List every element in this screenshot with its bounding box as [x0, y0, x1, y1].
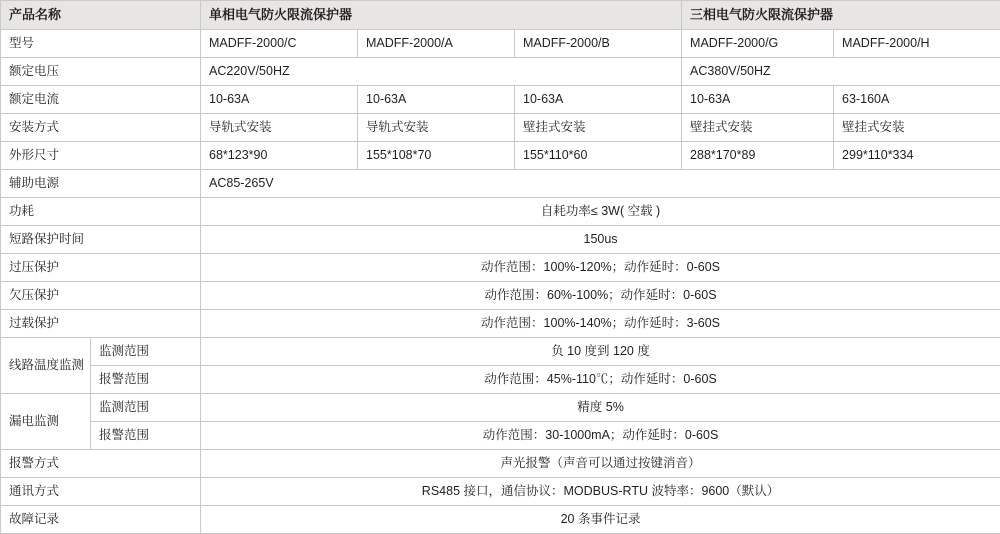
temp-monitor-sublabel-range: 监测范围	[91, 338, 201, 366]
row-label-over-voltage: 过压保护	[1, 254, 201, 282]
install-5: 壁挂式安装	[834, 114, 1000, 142]
row-label-aux-power: 辅助电源	[1, 170, 201, 198]
dimension-2: 155*108*70	[358, 142, 515, 170]
table-row-temp-monitor-range	[1, 338, 1000, 366]
header-product-name: 产品名称	[1, 1, 201, 30]
header-three-phase: 三相电气防火限流保护器	[682, 1, 1000, 30]
table-row-overload	[1, 310, 1000, 338]
rated-current-2: 10-63A	[358, 86, 515, 114]
table-header-row	[1, 1, 1000, 30]
table-row-alarm-mode	[1, 450, 1000, 478]
power-consumption-value: 自耗功率≤ 3W( 空载 )	[201, 198, 1000, 226]
rated-voltage-three: AC380V/50HZ	[682, 58, 1000, 86]
install-1: 导轨式安装	[201, 114, 358, 142]
table-row-short-circuit-time	[1, 226, 1000, 254]
table-row-temp-monitor-alarm	[1, 366, 1000, 394]
row-label-comm-mode: 通讯方式	[1, 478, 201, 506]
leakage-monitor-sublabel-range: 监测范围	[91, 394, 201, 422]
model-value-a: MADFF-2000/A	[358, 30, 515, 58]
row-label-model: 型号	[1, 30, 201, 58]
model-value-g: MADFF-2000/G	[682, 30, 834, 58]
row-label-dimension: 外形尺寸	[1, 142, 201, 170]
row-label-temp-monitor: 线路温度监测	[1, 338, 91, 394]
aux-power-value: AC85-265V	[201, 170, 1000, 198]
row-label-short-circuit-time: 短路保护时间	[1, 226, 201, 254]
model-value-c: MADFF-2000/C	[201, 30, 358, 58]
table-row-rated-voltage	[1, 58, 1000, 86]
alarm-mode-value: 声光报警（声音可以通过按键消音）	[201, 450, 1000, 478]
dimension-1: 68*123*90	[201, 142, 358, 170]
row-label-fault-record: 故障记录	[1, 506, 201, 534]
overload-value: 动作范围：100%-140%；动作延时：3-60S	[201, 310, 1000, 338]
table-row-over-voltage	[1, 254, 1000, 282]
install-2: 导轨式安装	[358, 114, 515, 142]
rated-current-5: 63-160A	[834, 86, 1000, 114]
dimension-3: 155*110*60	[515, 142, 682, 170]
rated-current-1: 10-63A	[201, 86, 358, 114]
row-label-alarm-mode: 报警方式	[1, 450, 201, 478]
install-4: 壁挂式安装	[682, 114, 834, 142]
table-row-dimension	[1, 142, 1000, 170]
row-label-install: 安装方式	[1, 114, 201, 142]
rated-current-3: 10-63A	[515, 86, 682, 114]
table-row-aux-power	[1, 170, 1000, 198]
table-row-leakage-monitor-alarm	[1, 422, 1000, 450]
model-value-b: MADFF-2000/B	[515, 30, 682, 58]
temp-monitor-sublabel-alarm: 报警范围	[91, 366, 201, 394]
leakage-monitor-range-value: 精度 5%	[201, 394, 1000, 422]
dimension-4: 288*170*89	[682, 142, 834, 170]
table-row-fault-record	[1, 506, 1000, 534]
temp-monitor-alarm-value: 动作范围：45%-110℃；动作延时：0-60S	[201, 366, 1000, 394]
leakage-monitor-alarm-value: 动作范围：30-1000mA；动作延时：0-60S	[201, 422, 1000, 450]
row-label-leakage-monitor: 漏电监测	[1, 394, 91, 450]
rated-current-4: 10-63A	[682, 86, 834, 114]
row-label-under-voltage: 欠压保护	[1, 282, 201, 310]
install-3: 壁挂式安装	[515, 114, 682, 142]
over-voltage-value: 动作范围：100%-120%；动作延时：0-60S	[201, 254, 1000, 282]
table-row-leakage-monitor-range	[1, 394, 1000, 422]
temp-monitor-range-value: 负 10 度到 120 度	[201, 338, 1000, 366]
model-value-h: MADFF-2000/H	[834, 30, 1000, 58]
table-row-comm-mode	[1, 478, 1000, 506]
rated-voltage-single: AC220V/50HZ	[201, 58, 682, 86]
table-row-power-consumption	[1, 198, 1000, 226]
row-label-power-consumption: 功耗	[1, 198, 201, 226]
header-single-phase: 单相电气防火限流保护器	[201, 1, 682, 30]
row-label-rated-voltage: 额定电压	[1, 58, 201, 86]
comm-mode-value: RS485 接口，通信协议：MODBUS-RTU 波特率：9600（默认）	[201, 478, 1000, 506]
table-row-under-voltage	[1, 282, 1000, 310]
fault-record-value: 20 条事件记录	[201, 506, 1000, 534]
table-row-install	[1, 114, 1000, 142]
table-row-rated-current	[1, 86, 1000, 114]
row-label-overload: 过载保护	[1, 310, 201, 338]
row-label-rated-current: 额定电流	[1, 86, 201, 114]
under-voltage-value: 动作范围：60%-100%；动作延时：0-60S	[201, 282, 1000, 310]
dimension-5: 299*110*334	[834, 142, 1000, 170]
leakage-monitor-sublabel-alarm: 报警范围	[91, 422, 201, 450]
table-row-model	[1, 30, 1000, 58]
short-circuit-time-value: 150us	[201, 226, 1000, 254]
